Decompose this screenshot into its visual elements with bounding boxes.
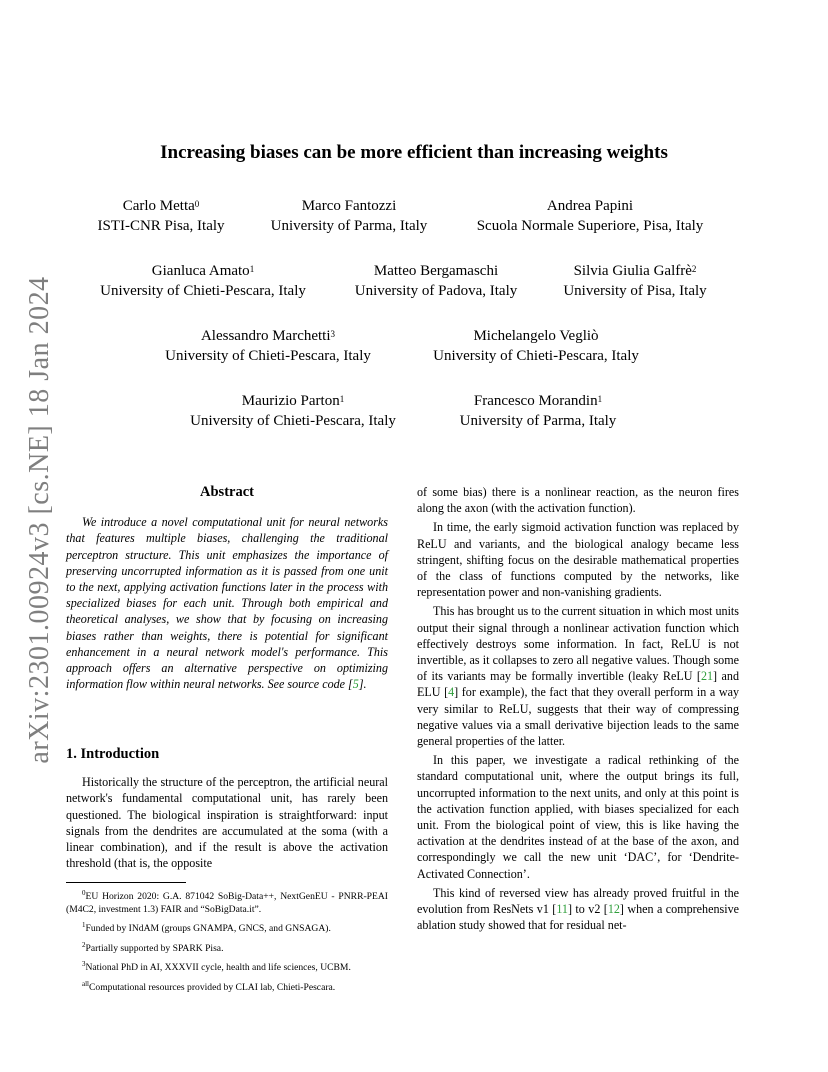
paragraph: Historically the structure of the perceptron, the artificial neural network's fundamental computational unit, has rarely been questioned. The biological inspiration is straightforward: input signals from the dendrites are accumulated at the soma (with a linear combination), and if the result is above the activation threshold (that is, the opposite — [66, 775, 388, 871]
footnote-rule — [66, 882, 186, 883]
citation-link[interactable]: 5 — [352, 677, 359, 692]
author-name: Matteo Bergamaschi — [373, 263, 499, 279]
author-name: Gianluca Amato — [151, 263, 250, 279]
footnotes — [66, 882, 388, 997]
introduction-section — [66, 746, 388, 874]
footnote: $^3$National PhD in AI, XXXVII cycle, health and life sciences, UCBM. — [82, 960, 351, 974]
citation-link[interactable]: 11 — [556, 902, 568, 917]
author-affiliation: University of Parma, Italy — [459, 413, 617, 429]
author-mark: 0 — [194, 199, 200, 209]
footnote: $^0$EU Horizon 2020: G.A. 871042 SoBig-Data++, NextGenEU - PNRR-PEAI (M4C2, investment 1.3) FAIR and “SoBigData.it”. — [66, 889, 388, 915]
author-mark: 1 — [249, 264, 255, 274]
author-mark: 1 — [597, 394, 603, 404]
author-block — [355, 261, 517, 301]
citation-link[interactable]: 4 — [448, 685, 455, 700]
author-affiliation: University of Padova, Italy — [354, 283, 518, 299]
author-name: Michelangelo Vegliò — [473, 328, 599, 344]
footnote: $^1$Funded by INdAM (groups GNAMPA, GNCS, and GNSAGA). — [82, 921, 331, 935]
footnote: $^{all}$Computational resources provided by CLAI lab, Chieti-Pescara. — [82, 979, 336, 993]
author-mark: 3 — [330, 329, 336, 339]
author-mark: 2 — [691, 264, 697, 274]
author-name: Marco Fantozzi — [301, 198, 397, 214]
author-block — [190, 391, 396, 431]
author-affiliation: University of Chieti-Pescara, Italy — [433, 348, 639, 364]
author-block — [165, 326, 371, 366]
footnote: $^2$Partially supported by SPARK Pisa. — [82, 940, 224, 954]
author-affiliation: University of Parma, Italy — [270, 218, 428, 234]
paragraph: This kind of reversed view has already proved fruitful in the evolution from ResNets v1 [11] to v2 [12] when a comprehensive ablation study showed that for residual net- — [417, 885, 739, 933]
paper-title: Increasing biases can be more efficient than increasing weights — [160, 142, 668, 163]
author-affiliation: University of Chieti-Pescara, Italy — [100, 283, 306, 299]
paragraph: In time, the early sigmoid activation function was replaced by ReLU and variants, and the biological analogy became less stringent, shifting focus on the desirable mathematical properties of the class of functions computed by the networks, like representation power and non-vanishing gradients. — [417, 520, 739, 600]
author-block — [100, 261, 306, 301]
author-name: Silvia Giulia Galfrè — [573, 263, 692, 279]
author-affiliation: Scuola Normale Superiore, Pisa, Italy — [476, 218, 704, 234]
author-block — [563, 261, 706, 301]
author-name: Maurizio Parton — [241, 393, 340, 409]
abstract-heading: Abstract — [200, 484, 254, 500]
paragraph: This has brought us to the current situation in which most units output their signal through a nonlinear activation function which effectively destroys some information. In fact, ReLU is not invertible, as it collapses to zero all negative values. Though some of its variants may be formally invertible (leaky ReLU [21] and ELU [4] for example), the fact that they overall perform in a way very similar to ReLU, suggests that their way of compressing negative values via a small derivative bijection leads to the same general properties of the latter. — [417, 604, 739, 749]
author-block — [271, 196, 428, 236]
abstract-section — [66, 484, 388, 695]
arxiv-identifier: arXiv:2301.00924v3 [cs.NE] 18 Jan 2024 — [24, 276, 55, 764]
author-block — [97, 196, 224, 236]
author-block — [433, 326, 639, 366]
citation-link[interactable]: 21 — [700, 669, 714, 684]
author-name: Andrea Papini — [546, 198, 634, 214]
author-affiliation: University of Chieti-Pescara, Italy — [190, 413, 396, 429]
paragraph: of some bias) there is a nonlinear reaction, as the neuron fires along the axon (with the activation function). — [417, 485, 739, 516]
author-name: Carlo Metta — [122, 198, 195, 214]
paragraph: In this paper, we investigate a radical rethinking of the standard computational unit, where the output brings its full, uncorrupted information to the next units, and only at this point is the activation function applied, with biases specialized for each unit. From the biological point of view, this is like having the activation at the dendrites instead of at the base of the axon, and correspondingly we call the new unit ‘DAC’, for ‘Dendrite-Activated Connection’. — [417, 753, 739, 881]
author-mark: 1 — [339, 394, 345, 404]
abstract-text: We introduce a novel computational unit for neural networks that features multiple biases, challenging the traditional perceptron structure. This unit emphasizes the importance of preserving uncorrupted information as it is passed from one unit to the next, applying activation functions later in the process with specialized biases for each unit. Through both empirical and theoretical analyses, we show that by focusing on increasing biases rather than weights, there is potential for significant enhancement in a neural network model's performance. This approach offers an alternative perspective on optimizing information flow within neural networks. See source code [5]. — [66, 515, 388, 692]
citation-link[interactable]: 12 — [607, 902, 620, 917]
author-affiliation: University of Pisa, Italy — [563, 283, 707, 299]
author-block — [460, 391, 617, 431]
author-block — [477, 196, 704, 236]
right-column — [417, 484, 739, 936]
author-name: Francesco Morandin — [473, 393, 598, 409]
author-affiliation: University of Chieti-Pescara, Italy — [165, 348, 371, 364]
section-heading: 1. Introduction — [66, 746, 160, 762]
author-affiliation: ISTI-CNR Pisa, Italy — [97, 218, 225, 234]
author-name: Alessandro Marchetti — [200, 328, 331, 344]
